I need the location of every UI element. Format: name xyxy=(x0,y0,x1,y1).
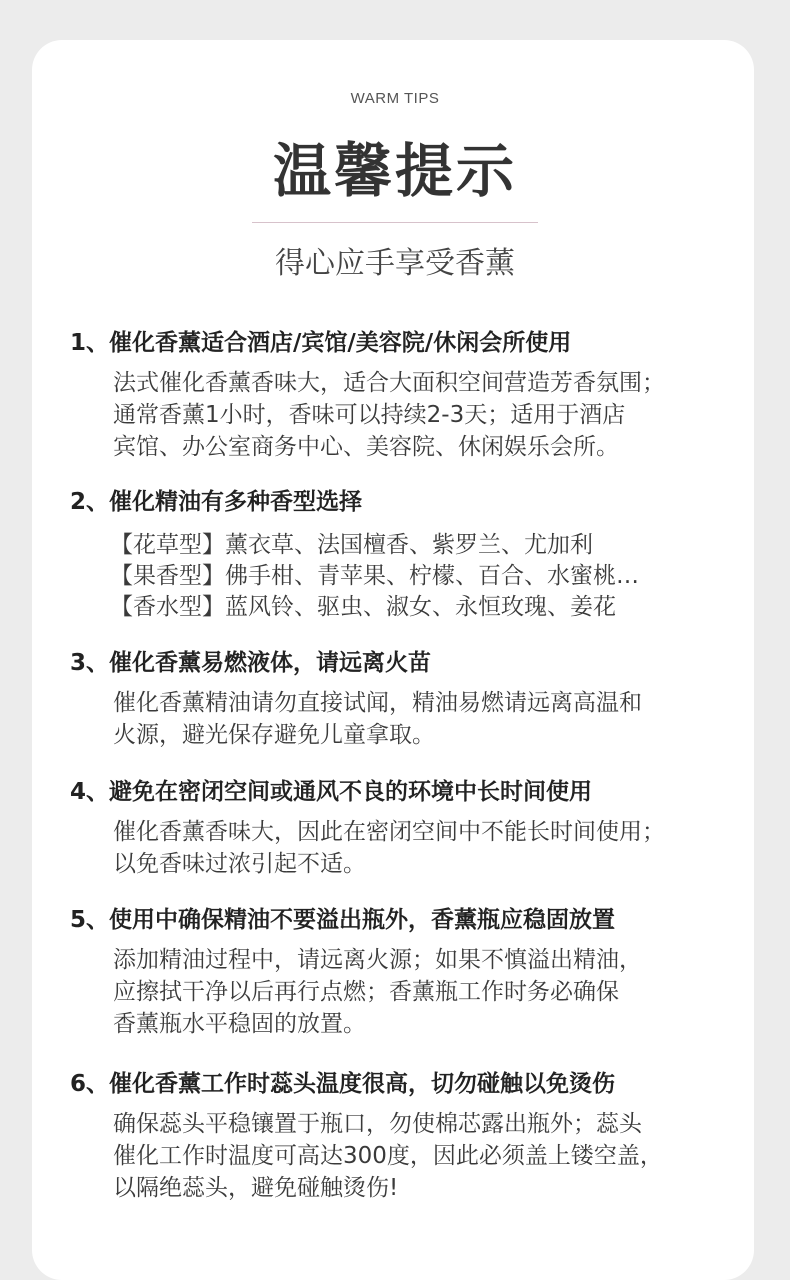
tip-line: 添加精油过程中，请远离火源；如果不慎溢出精油， xyxy=(113,947,642,973)
tip-line: 以免香味过浓引起不适。 xyxy=(113,851,366,877)
tip-heading: 2、催化精油有多种香型选择 xyxy=(70,489,363,515)
tip-line: 以隔绝蕊头，避免碰触烫伤! xyxy=(113,1175,399,1201)
tip-heading: 4、避免在密闭空间或通风不良的环境中长时间使用 xyxy=(70,779,593,805)
page-subtitle: 得心应手享受香薰 xyxy=(275,246,515,281)
tip-section-5 xyxy=(70,903,750,1040)
tip-line: 催化工作时温度可高达300度，因此必须盖上镂空盖， xyxy=(113,1143,663,1169)
title-divider xyxy=(252,222,538,223)
tip-line: 火源，避光保存避免儿童拿取。 xyxy=(113,722,435,748)
tip-section-3 xyxy=(70,646,750,751)
tip-heading: 1、催化香薰适合酒店/宾馆/美容院/休闲会所使用 xyxy=(70,330,572,356)
tip-line: 【果香型】佛手柑、青苹果、柠檬、百合、水蜜桃… xyxy=(110,563,639,589)
tip-heading: 6、催化香薰工作时蕊头温度很高，切勿碰触以免烫伤 xyxy=(70,1071,616,1097)
tip-section-4 xyxy=(70,775,750,880)
page-title: 温馨提示 xyxy=(272,137,517,205)
tip-line: 催化香薰精油请勿直接试闻，精油易燃请远离高温和 xyxy=(113,690,642,716)
tip-line: 香薰瓶水平稳固的放置。 xyxy=(113,1011,366,1037)
tip-line: 催化香薰香味大，因此在密闭空间中不能长时间使用； xyxy=(113,819,665,845)
kicker-label: WARM TIPS xyxy=(350,90,440,107)
tip-heading: 3、催化香薰易燃液体，请远离火苗 xyxy=(70,650,432,676)
tip-line: 应擦拭干净以后再行点燃；香薰瓶工作时务必确保 xyxy=(113,979,619,1005)
tip-line: 宾馆、办公室商务中心、美容院、休闲娱乐会所。 xyxy=(113,434,619,460)
tip-section-2 xyxy=(70,485,750,622)
tip-section-6 xyxy=(70,1067,750,1204)
tip-line: 【香水型】蓝风铃、驱虫、淑女、永恒玫瑰、姜花 xyxy=(110,594,616,620)
tip-section-1 xyxy=(70,326,750,463)
tip-line: 确保蕊头平稳镶置于瓶口，勿使棉芯露出瓶外；蕊头 xyxy=(113,1111,642,1137)
tip-line: 【花草型】薰衣草、法国檀香、紫罗兰、尤加利 xyxy=(110,532,593,558)
tip-heading: 5、使用中确保精油不要溢出瓶外，香薰瓶应稳固放置 xyxy=(70,907,616,933)
tip-line: 通常香薰1小时，香味可以持续2-3天；适用于酒店 xyxy=(113,402,626,428)
tip-line: 法式催化香薰香味大，适合大面积空间营造芳香氛围； xyxy=(113,370,665,396)
